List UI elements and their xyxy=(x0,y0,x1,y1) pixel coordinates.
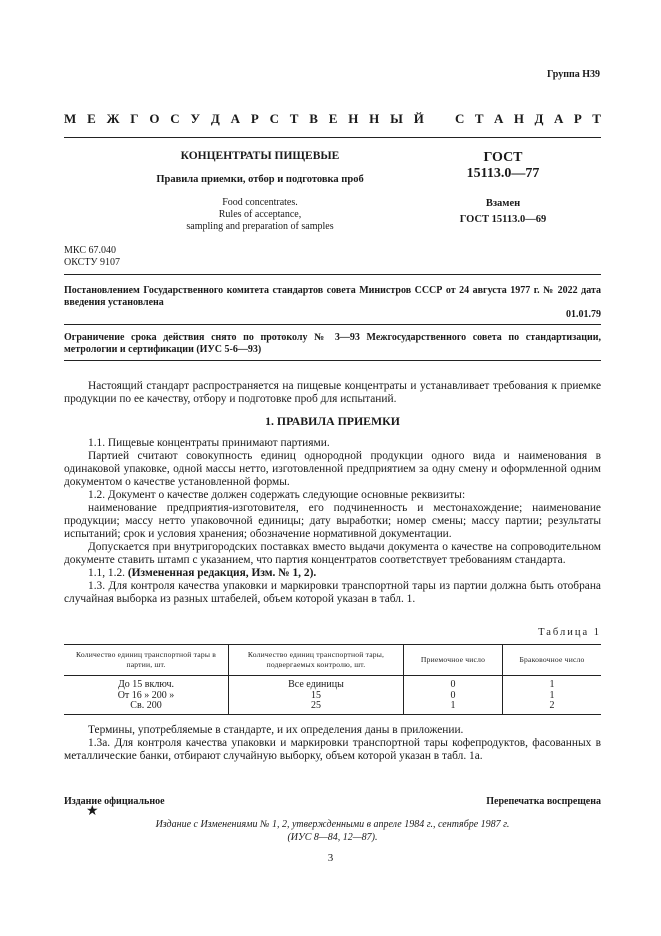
ius-note: (ИУС 8—84, 12—87). xyxy=(287,832,378,843)
table-cell: 1 xyxy=(503,676,602,691)
sampling-table xyxy=(64,644,601,715)
table-cell: 15 xyxy=(229,691,404,702)
heading-letter: С xyxy=(455,111,465,126)
heading-letter: Н xyxy=(513,111,525,126)
table-cell: 0 xyxy=(404,691,503,702)
heading-letter: Й xyxy=(413,111,424,126)
paragraph: 1.3а. Для контроля качества упаковки и маркировки транспортной тары кофепродуктов, фасованных в металлические банки, отбирают случайную выборку, объем которой указан в табл. 1а. xyxy=(64,737,601,762)
classification-codes xyxy=(64,245,120,269)
heading-letter: М xyxy=(64,111,77,126)
header-rule xyxy=(64,137,601,138)
intro-paragraph: Настоящий стандарт распространяется на пищевые концентраты и устанавливает требования к приемке продукции по ее качеству, отбору и подготовке проб для испытаний. xyxy=(64,380,601,405)
replaces-label: Взамен xyxy=(485,198,521,209)
table-cell: 2 xyxy=(503,701,602,714)
english-title-line: sampling and preparation of samples xyxy=(186,221,334,232)
table-cell: Св. 200 xyxy=(64,701,229,714)
heading-letter: Е xyxy=(328,111,338,126)
heading-letter: Г xyxy=(130,111,139,126)
english-title-line: Rules of acceptance, xyxy=(218,209,302,220)
decree-text: Постановлением Государственного комитета стандартов совета Министров СССР от 24 августа 1977 г. № 2022 дата введения установлена xyxy=(64,285,601,308)
table-header-cell: Браковочное число xyxy=(503,645,602,676)
gost-number: 15113.0—77 xyxy=(466,166,540,181)
heading-letter: Д xyxy=(210,111,220,126)
section-body xyxy=(64,437,601,606)
paragraph-ref: 1.1, 1.2. xyxy=(88,567,128,579)
paragraph: 1.1. Пищевые концентраты принимают партиями. xyxy=(88,437,330,449)
paragraph: 1.2. Документ о качестве должен содержать следующие основные реквизиты: xyxy=(88,489,466,501)
heading-letter: Ж xyxy=(106,111,120,126)
edition-note: Издание с Изменениями № 1, 2, утвержденными в апреле 1984 г., сентябре 1987 г. xyxy=(155,819,510,830)
after-table-body xyxy=(64,724,601,763)
section-heading: 1. ПРАВИЛА ПРИЕМКИ xyxy=(265,414,400,428)
interstate-word xyxy=(64,111,424,127)
heading-letter: С xyxy=(269,111,279,126)
document-title: КОНЦЕНТРАТЫ ПИЩЕВЫЕ xyxy=(180,150,340,162)
table-header-cell: Количество единиц транспортной тары, подвергаемых контролю, шт. xyxy=(229,645,404,676)
divider xyxy=(64,324,601,325)
heading-letter: В xyxy=(309,111,318,126)
heading-letter: С xyxy=(170,111,180,126)
table-cell: 1 xyxy=(404,701,503,714)
heading-letter: А xyxy=(494,111,504,126)
restriction-text: Ограничение срока действия снято по протоколу № 3—93 Межгосударственного совета по стандартизации, метрологии и сертификации (ИУС 5-6—93) xyxy=(64,332,601,355)
paragraph xyxy=(64,567,601,580)
heading-letter: Д xyxy=(534,111,544,126)
reprint-notice: Перепечатка воспрещена xyxy=(486,796,601,807)
divider xyxy=(64,360,601,361)
page-number: 3 xyxy=(327,852,334,864)
table-cell: До 15 включ. xyxy=(117,679,174,690)
star-icon: ★ xyxy=(86,804,99,819)
table-cell: Все единицы xyxy=(229,676,404,691)
table-header-cell: Количество единиц транспортной тары в партии, шт. xyxy=(64,645,229,676)
heading-letter: У xyxy=(190,111,201,126)
english-title-line: Food concentrates. xyxy=(222,197,298,208)
table-cell: От 16 » 200 » xyxy=(117,689,175,701)
paragraph: 1.3. Для контроля качества упаковки и маркировки транспортной тары из партии должна быть отобрана случайная выборка из разных штабелей, объем которой указан в табл. 1. xyxy=(64,580,601,605)
english-title xyxy=(100,197,420,233)
table-cell: 0 xyxy=(404,676,503,691)
official-edition: Издание официальное xyxy=(64,796,165,807)
change-note: (Измененная редакция, Изм. № 1, 2). xyxy=(127,567,317,579)
table-cell: 1 xyxy=(503,691,602,702)
heading-letter: О xyxy=(149,111,160,126)
table-caption: Таблица 1 xyxy=(538,627,601,638)
heading-letter: Т xyxy=(289,111,299,126)
standard-type-heading xyxy=(64,111,601,127)
okstu-code: ОКСТУ 9107 xyxy=(64,257,121,268)
replaces-standard: ГОСТ 15113.0—69 xyxy=(459,214,547,225)
heading-letter: Ы xyxy=(390,111,403,126)
group-code: Группа Н39 xyxy=(547,69,600,80)
heading-letter: А xyxy=(553,111,564,126)
table-row xyxy=(64,676,601,691)
table-row xyxy=(64,701,601,714)
heading-letter: Н xyxy=(369,111,380,126)
mks-code: МКС 67.040 xyxy=(64,245,116,256)
paragraph: наименование предприятия-изготовителя, его подчиненность и местонахождение; наименование продукции; массу нетто упаковочной единицы; дату выработки; номер смены; массу партии; результаты испытаний; срок и условия хранения; обозначение нормативной документации. xyxy=(64,502,601,540)
heading-letter: Н xyxy=(348,111,359,126)
table-header-cell: Приемочное число xyxy=(404,645,503,676)
table-header-row xyxy=(64,645,601,676)
table-cell: 25 xyxy=(229,701,404,714)
heading-letter: Р xyxy=(250,111,259,126)
paragraph: Допускается при внутригородских поставках вместо выдачи документа о качестве на сопроводительном документе ставить штамп с указанием, что партия концентратов соответствует требованиям стандарта. xyxy=(64,541,601,566)
standard-word xyxy=(455,111,601,127)
heading-letter: Р xyxy=(573,111,582,126)
paragraph: Партией считают совокупность единиц однородной продукции одного вида и наименования в одинаковой упаковке, одной массы нетто, изготовленной предприятием за одну смену и оформленной одним документом о качестве установленной формы. xyxy=(64,450,601,488)
divider xyxy=(64,274,601,275)
heading-letter: А xyxy=(230,111,240,126)
heading-letter: Т xyxy=(592,111,601,126)
heading-letter: Е xyxy=(87,111,96,126)
document-subtitle: Правила приемки, отбор и подготовка проб xyxy=(156,174,364,185)
intro-date: 01.01.79 xyxy=(566,309,601,320)
heading-letter: Т xyxy=(474,111,484,126)
gost-label: ГОСТ xyxy=(483,150,523,165)
paragraph: Термины, употребляемые в стандарте, и их определения даны в приложении. xyxy=(88,724,464,736)
